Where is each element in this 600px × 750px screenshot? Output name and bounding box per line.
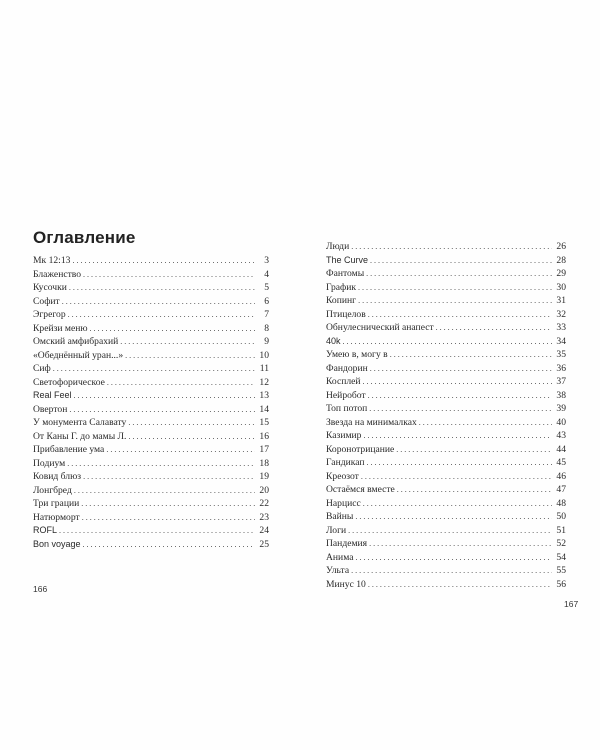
dot-leader <box>361 470 552 484</box>
entry-page-number: 45 <box>556 457 566 468</box>
entry-title: The Curve <box>326 254 369 265</box>
entry-title: Сиф <box>33 363 51 374</box>
entry-page-number: 56 <box>556 578 566 590</box>
dot-leader <box>370 254 552 268</box>
entry-page-number: 43 <box>556 430 566 441</box>
entry-page-number: 3 <box>264 255 269 266</box>
entry-title: Казимир <box>326 430 362 441</box>
entry-page-number: 20 <box>259 484 269 496</box>
entry-title: Мк 12:13 <box>33 255 71 266</box>
toc-entry <box>326 362 566 376</box>
toc-heading: Оглавление <box>33 228 136 247</box>
entry-title: Пандемия <box>326 538 368 549</box>
toc-entry <box>33 457 269 471</box>
toc-entry <box>326 308 566 322</box>
entry-title: Кусочки <box>33 282 67 293</box>
toc-entry <box>326 497 566 511</box>
entry-title: У монумента Салавату <box>33 417 127 428</box>
entry-page-number: 51 <box>556 524 566 536</box>
entry-page-number: 17 <box>259 444 269 455</box>
dot-leader <box>72 254 255 268</box>
entry-page-number: 11 <box>259 363 269 374</box>
dot-leader <box>396 443 552 457</box>
dot-leader <box>343 335 552 349</box>
entry-page-number: 23 <box>259 511 269 523</box>
entry-title: Лонгбред <box>33 484 72 496</box>
dot-leader <box>368 389 552 403</box>
dot-leader <box>83 470 255 484</box>
entry-title: Три грации <box>33 498 80 509</box>
toc-entry <box>326 375 566 389</box>
entry-title: Косплей <box>326 376 361 387</box>
toc-entry <box>326 524 566 538</box>
dot-leader <box>370 362 552 376</box>
entry-title: Коронотрицание <box>326 443 395 455</box>
dot-leader <box>436 321 552 335</box>
dot-leader <box>419 416 552 430</box>
entry-title: Гандикап <box>326 457 365 468</box>
dot-leader <box>106 443 255 457</box>
toc-entry <box>33 389 269 403</box>
dot-leader <box>368 308 552 322</box>
toc-entry <box>326 348 566 362</box>
entry-title: Минус 10 <box>326 578 366 590</box>
toc-entry <box>326 551 566 565</box>
dot-leader <box>397 483 552 497</box>
entry-title: Крейзи меню <box>33 322 88 334</box>
dot-leader <box>81 497 255 511</box>
right-page <box>300 0 600 750</box>
entry-page-number: 31 <box>556 295 566 306</box>
entry-page-number: 29 <box>556 268 566 279</box>
entry-title: «Обеднённый уран...» <box>33 349 124 361</box>
entry-page-number: 33 <box>556 322 566 333</box>
toc-entry <box>326 470 566 484</box>
dot-leader <box>366 267 552 281</box>
dot-leader <box>355 510 552 524</box>
entry-title: Звезда на минималках <box>326 416 417 428</box>
toc-entry <box>33 511 269 525</box>
entry-title: Real Feel <box>33 390 72 400</box>
toc-entry <box>326 389 566 403</box>
entry-page-number: 48 <box>556 497 566 509</box>
entry-title: Обнулеснический анапест <box>326 322 434 333</box>
dot-leader <box>120 335 255 349</box>
entry-title: Топ потоп <box>326 403 368 414</box>
entry-title: Ковид блюз <box>33 471 82 482</box>
toc-entry <box>33 443 269 457</box>
dot-leader <box>67 457 255 471</box>
dot-leader <box>348 524 552 538</box>
entry-title: Копинг <box>326 295 357 306</box>
entry-title: Вайны <box>326 511 354 522</box>
toc-entry <box>33 281 269 295</box>
entry-title: Люди <box>326 241 350 252</box>
dot-leader <box>367 456 553 470</box>
entry-page-number: 30 <box>556 281 566 293</box>
entry-page-number: 44 <box>556 443 566 455</box>
toc-entry <box>326 281 566 295</box>
toc-entry <box>326 564 566 578</box>
entry-title: Фандорин <box>326 362 368 374</box>
entry-page-number: 54 <box>556 551 566 563</box>
entry-page-number: 12 <box>259 376 269 388</box>
entry-page-number: 14 <box>259 403 269 415</box>
toc-entry <box>326 578 566 592</box>
toc-entry <box>326 267 566 281</box>
entry-page-number: 24 <box>259 525 269 536</box>
entry-page-number: 47 <box>556 484 566 495</box>
dot-leader <box>69 403 255 417</box>
dot-leader <box>358 294 552 308</box>
dot-leader <box>59 524 255 538</box>
entry-title: Блаженство <box>33 268 82 280</box>
entry-title: ROFL <box>33 525 58 535</box>
toc-entry <box>326 510 566 524</box>
entry-page-number: 6 <box>264 295 269 307</box>
dot-leader <box>69 281 255 295</box>
entry-title: Фантомы <box>326 268 365 279</box>
dot-leader <box>368 578 552 592</box>
entry-page-number: 4 <box>264 268 269 280</box>
entry-page-number: 32 <box>556 308 566 320</box>
entry-title: Подиум <box>33 457 66 469</box>
entry-page-number: 50 <box>556 511 566 522</box>
toc-entry <box>326 443 566 457</box>
dot-leader <box>369 402 552 416</box>
dot-leader <box>390 348 552 362</box>
dot-leader <box>74 484 255 498</box>
entry-title: Птицелов <box>326 308 366 320</box>
entry-title: От Каны Г. до мамы Л. <box>33 430 127 442</box>
dot-leader <box>363 429 552 443</box>
toc-entry <box>326 483 566 497</box>
entry-page-number: 34 <box>556 335 566 347</box>
entry-page-number: 22 <box>259 498 269 509</box>
entry-title: Овертон <box>33 403 68 415</box>
toc-entry <box>326 402 566 416</box>
dot-leader <box>82 511 255 525</box>
toc-entry <box>326 254 566 268</box>
entry-page-number: 9 <box>264 336 269 347</box>
entry-title: График <box>326 281 357 293</box>
entry-title: Нарцисс <box>326 497 361 509</box>
dot-leader <box>351 240 552 254</box>
entry-page-number: 7 <box>264 309 269 320</box>
toc-entry <box>33 254 269 268</box>
dot-leader <box>125 349 255 363</box>
dot-leader <box>355 551 552 565</box>
entry-title: Ульта <box>326 565 350 576</box>
dot-leader <box>363 375 552 389</box>
dot-leader <box>90 322 255 336</box>
toc-entry <box>326 294 566 308</box>
entry-page-number: 52 <box>556 538 566 549</box>
toc-entry <box>326 416 566 430</box>
entry-page-number: 35 <box>556 349 566 360</box>
entry-page-number: 38 <box>556 389 566 401</box>
toc-entry <box>33 349 269 363</box>
toc-entry <box>33 430 269 444</box>
dot-leader <box>68 308 255 322</box>
toc-entry <box>33 416 269 430</box>
entry-page-number: 36 <box>556 362 566 374</box>
toc-list-left <box>33 254 269 551</box>
page-number-right: 167 <box>564 599 579 609</box>
entry-page-number: 16 <box>259 430 269 442</box>
entry-title: Анима <box>326 551 354 563</box>
entry-page-number: 40 <box>556 416 566 428</box>
toc-entry <box>33 538 269 552</box>
dot-leader <box>369 537 552 551</box>
entry-title: Софит <box>33 295 60 307</box>
dot-leader <box>62 295 255 309</box>
entry-page-number: 37 <box>556 376 566 387</box>
entry-page-number: 26 <box>556 241 566 252</box>
entry-title: Омский амфибрахий <box>33 336 119 347</box>
toc-entry <box>33 268 269 282</box>
entry-page-number: 55 <box>556 565 566 576</box>
toc-entry <box>33 295 269 309</box>
toc-entry <box>33 376 269 390</box>
toc-entry <box>33 322 269 336</box>
dot-leader <box>53 362 255 376</box>
entry-page-number: 25 <box>259 538 269 550</box>
toc-entry <box>33 308 269 322</box>
toc-entry <box>326 321 566 335</box>
entry-title: Прибавление ума <box>33 444 105 455</box>
toc-entry <box>33 497 269 511</box>
toc-entry <box>33 335 269 349</box>
entry-title: Эгрегор <box>33 309 66 320</box>
dot-leader <box>363 497 552 511</box>
entry-title: Логи <box>326 524 347 536</box>
dot-leader <box>83 268 255 282</box>
dot-leader <box>128 416 255 430</box>
toc-entry <box>33 484 269 498</box>
toc-entry <box>33 470 269 484</box>
entry-page-number: 5 <box>264 282 269 293</box>
dot-leader <box>74 389 255 403</box>
dot-leader <box>358 281 552 295</box>
dot-leader <box>107 376 255 390</box>
dot-leader <box>351 564 552 578</box>
entry-title: Креозот <box>326 470 359 482</box>
toc-entry <box>326 456 566 470</box>
entry-title: Умею в, могу в <box>326 349 388 360</box>
toc-entry <box>326 240 566 254</box>
entry-page-number: 15 <box>259 417 269 428</box>
entry-title: 40k <box>326 335 341 346</box>
dot-leader <box>128 430 255 444</box>
page-number-left: 166 <box>33 584 48 594</box>
entry-title: Нейробот <box>326 389 366 401</box>
toc-entry <box>326 537 566 551</box>
toc-list-right <box>326 240 566 591</box>
entry-page-number: 28 <box>556 254 566 266</box>
toc-entry <box>33 403 269 417</box>
entry-title: Светофорическое <box>33 376 105 388</box>
entry-title: Натюрморт <box>33 511 80 523</box>
entry-page-number: 39 <box>556 403 566 414</box>
toc-entry <box>326 429 566 443</box>
entry-page-number: 10 <box>259 349 269 361</box>
toc-entry <box>326 335 566 349</box>
entry-title: Остаёмся вместе <box>326 484 395 495</box>
entry-page-number: 19 <box>259 471 269 482</box>
dot-leader <box>83 538 255 552</box>
toc-entry <box>33 524 269 538</box>
entry-page-number: 18 <box>259 457 269 469</box>
entry-title: Bon voyage <box>33 538 81 549</box>
toc-entry <box>33 362 269 376</box>
entry-page-number: 13 <box>259 390 269 401</box>
entry-page-number: 8 <box>264 322 269 334</box>
entry-page-number: 46 <box>556 470 566 482</box>
